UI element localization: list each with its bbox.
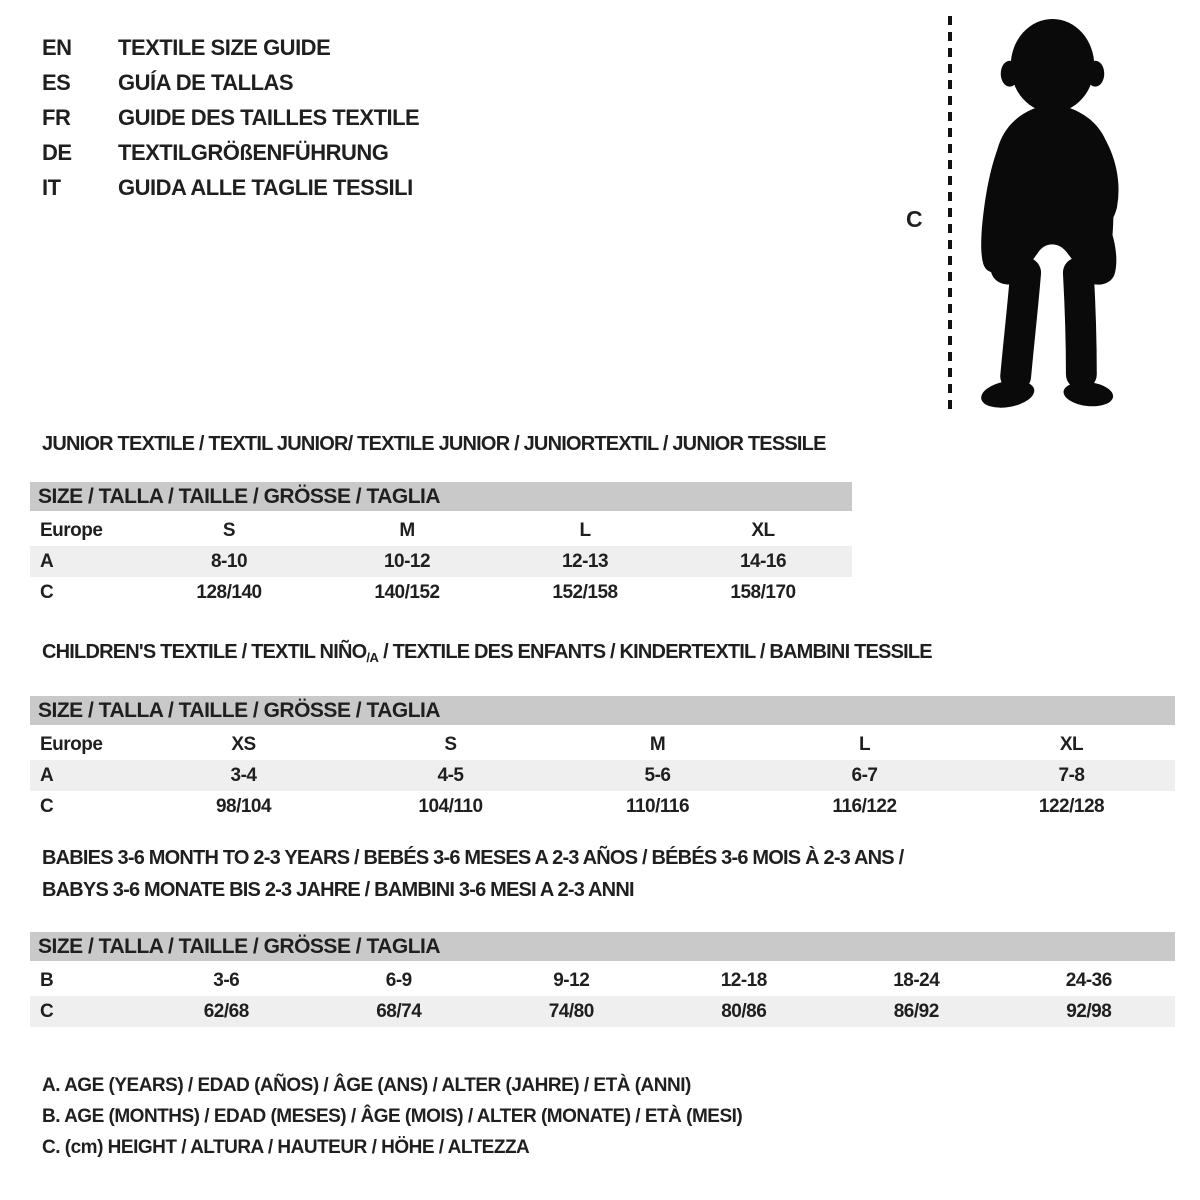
size-table: [30, 965, 1175, 1027]
table-cell: 158/170: [730, 582, 796, 603]
row-label: A: [40, 551, 54, 572]
table-cell: 3-4: [230, 765, 257, 786]
table-cell: 128/140: [196, 582, 262, 603]
guide-title: GUIDA ALLE TAGLIE TESSILI: [118, 175, 413, 200]
table-cell: M: [399, 520, 415, 541]
table-cell: L: [858, 734, 871, 755]
table-row: [30, 729, 1175, 760]
table-cell: 8-10: [210, 551, 248, 572]
table-cell: 116/122: [832, 796, 897, 817]
table-cell: XL: [751, 520, 775, 541]
table-cell: S: [444, 734, 457, 755]
language-code: DE: [42, 140, 72, 165]
section-title-text: / TEXTILE DES ENFANTS / KINDERTEXTIL / BAMBINI TESSILE: [378, 641, 932, 663]
row-label: C: [40, 796, 54, 817]
size-table: [30, 515, 852, 608]
table-row: [30, 577, 852, 608]
row-label: Europe: [40, 734, 103, 755]
table-cell: 104/110: [418, 796, 483, 817]
size-table: [30, 729, 1175, 822]
table-cell: 9-12: [553, 970, 590, 991]
table-cell: 6-9: [385, 970, 412, 991]
table-cell: 5-6: [644, 765, 671, 786]
table-cell: 98/104: [215, 796, 272, 817]
legend: [42, 1070, 742, 1163]
row-label: Europe: [40, 520, 103, 541]
table-row: [30, 996, 1175, 1027]
table-cell: 86/92: [893, 1001, 939, 1022]
table-row: [30, 791, 1175, 822]
guide-title: GUIDE DES TAILLES TEXTILE: [118, 105, 420, 130]
row-label: B: [40, 970, 54, 991]
language-row: [42, 135, 419, 170]
table-cell: 80/86: [721, 1001, 767, 1022]
toddler-silhouette-icon: [960, 12, 1144, 420]
table-cell: 140/152: [374, 582, 440, 603]
guide-title: GUÍA DE TALLAS: [118, 70, 294, 95]
language-title-list: [42, 30, 419, 205]
section-title: JUNIOR TEXTILE / TEXTIL JUNIOR/ TEXTILE JUNIOR / JUNIORTEXTIL / JUNIOR TESSILE: [42, 433, 826, 455]
section-title-subscript: /A: [366, 650, 379, 665]
size-header-bar: SIZE / TALLA / TAILLE / GRÖSSE / TAGLIA: [30, 696, 1175, 727]
table-cell: 7-8: [1058, 765, 1085, 786]
table-cell: 74/80: [548, 1001, 594, 1022]
table-row: [30, 515, 852, 546]
table-cell: 14-16: [739, 551, 787, 572]
section-title-line1: BABIES 3-6 MONTH TO 2-3 YEARS / BEBÉS 3-6 MESES A 2-3 AÑOS / BÉBÉS 3-6 MOIS À 2-3 ANS /: [42, 847, 904, 869]
table-cell: 152/158: [552, 582, 618, 603]
table-cell: 92/98: [1066, 1001, 1112, 1022]
section-title: [42, 842, 1175, 906]
childrens-textile-section: [30, 640, 1175, 822]
table-cell: 10-12: [383, 551, 431, 572]
section-title: [42, 640, 1175, 670]
table-cell: 12-13: [561, 551, 609, 572]
table-cell: XS: [231, 734, 256, 755]
table-cell: L: [579, 520, 591, 541]
row-label: C: [40, 582, 54, 603]
section-title-text: CHILDREN'S TEXTILE / TEXTIL NIÑO: [42, 641, 367, 663]
table-cell: M: [649, 734, 666, 755]
section-title-line2: BABYS 3-6 MONATE BIS 2-3 JAHRE / BAMBINI 3-6 MESI A 2-3 ANNI: [42, 879, 634, 901]
guide-title: TEXTILGRÖßENFÜHRUNG: [118, 140, 389, 165]
table-cell: 6-7: [851, 765, 878, 786]
language-code: IT: [42, 175, 61, 200]
language-row: [42, 100, 419, 135]
table-row: [30, 965, 1175, 996]
language-row: [42, 65, 419, 100]
table-cell: 62/68: [203, 1001, 249, 1022]
table-cell: 24-36: [1065, 970, 1112, 991]
table-cell: 4-5: [437, 765, 464, 786]
legend-line-age-years: A. AGE (YEARS) / EDAD (AÑOS) / ÂGE (ANS) / ALTER (JAHRE) / ETÀ (ANNI): [42, 1075, 691, 1096]
table-cell: 3-6: [213, 970, 240, 991]
table-cell: 110/116: [625, 796, 690, 817]
language-code: ES: [42, 70, 71, 95]
row-label: A: [40, 765, 54, 786]
table-cell: XL: [1059, 734, 1084, 755]
row-label: C: [40, 1001, 54, 1022]
language-row: [42, 30, 419, 65]
language-row: [42, 170, 419, 205]
table-cell: S: [222, 520, 236, 541]
size-header-bar: SIZE / TALLA / TAILLE / GRÖSSE / TAGLIA: [30, 482, 852, 513]
table-cell: 122/128: [1038, 796, 1105, 817]
babies-textile-section: [30, 842, 1175, 1027]
legend-line-age-months: B. AGE (MONTHS) / EDAD (MESES) / ÂGE (MOIS) / ALTER (MONATE) / ETÀ (MESI): [42, 1106, 743, 1127]
language-code: FR: [42, 105, 71, 130]
table-row: [30, 760, 1175, 791]
guide-title: TEXTILE SIZE GUIDE: [118, 35, 331, 60]
table-row: [30, 546, 852, 577]
table-cell: 18-24: [893, 970, 940, 991]
height-measure-label: C: [906, 206, 923, 232]
legend-line-height-cm: C. (cm) HEIGHT / ALTURA / HAUTEUR / HÖHE / ALTEZZA: [42, 1137, 530, 1158]
table-cell: 68/74: [376, 1001, 422, 1022]
size-header-bar: SIZE / TALLA / TAILLE / GRÖSSE / TAGLIA: [30, 932, 1175, 963]
language-code: EN: [42, 35, 72, 60]
height-measure-dashed-line: [948, 16, 952, 416]
junior-textile-section: [30, 432, 852, 608]
table-cell: 12-18: [720, 970, 767, 991]
